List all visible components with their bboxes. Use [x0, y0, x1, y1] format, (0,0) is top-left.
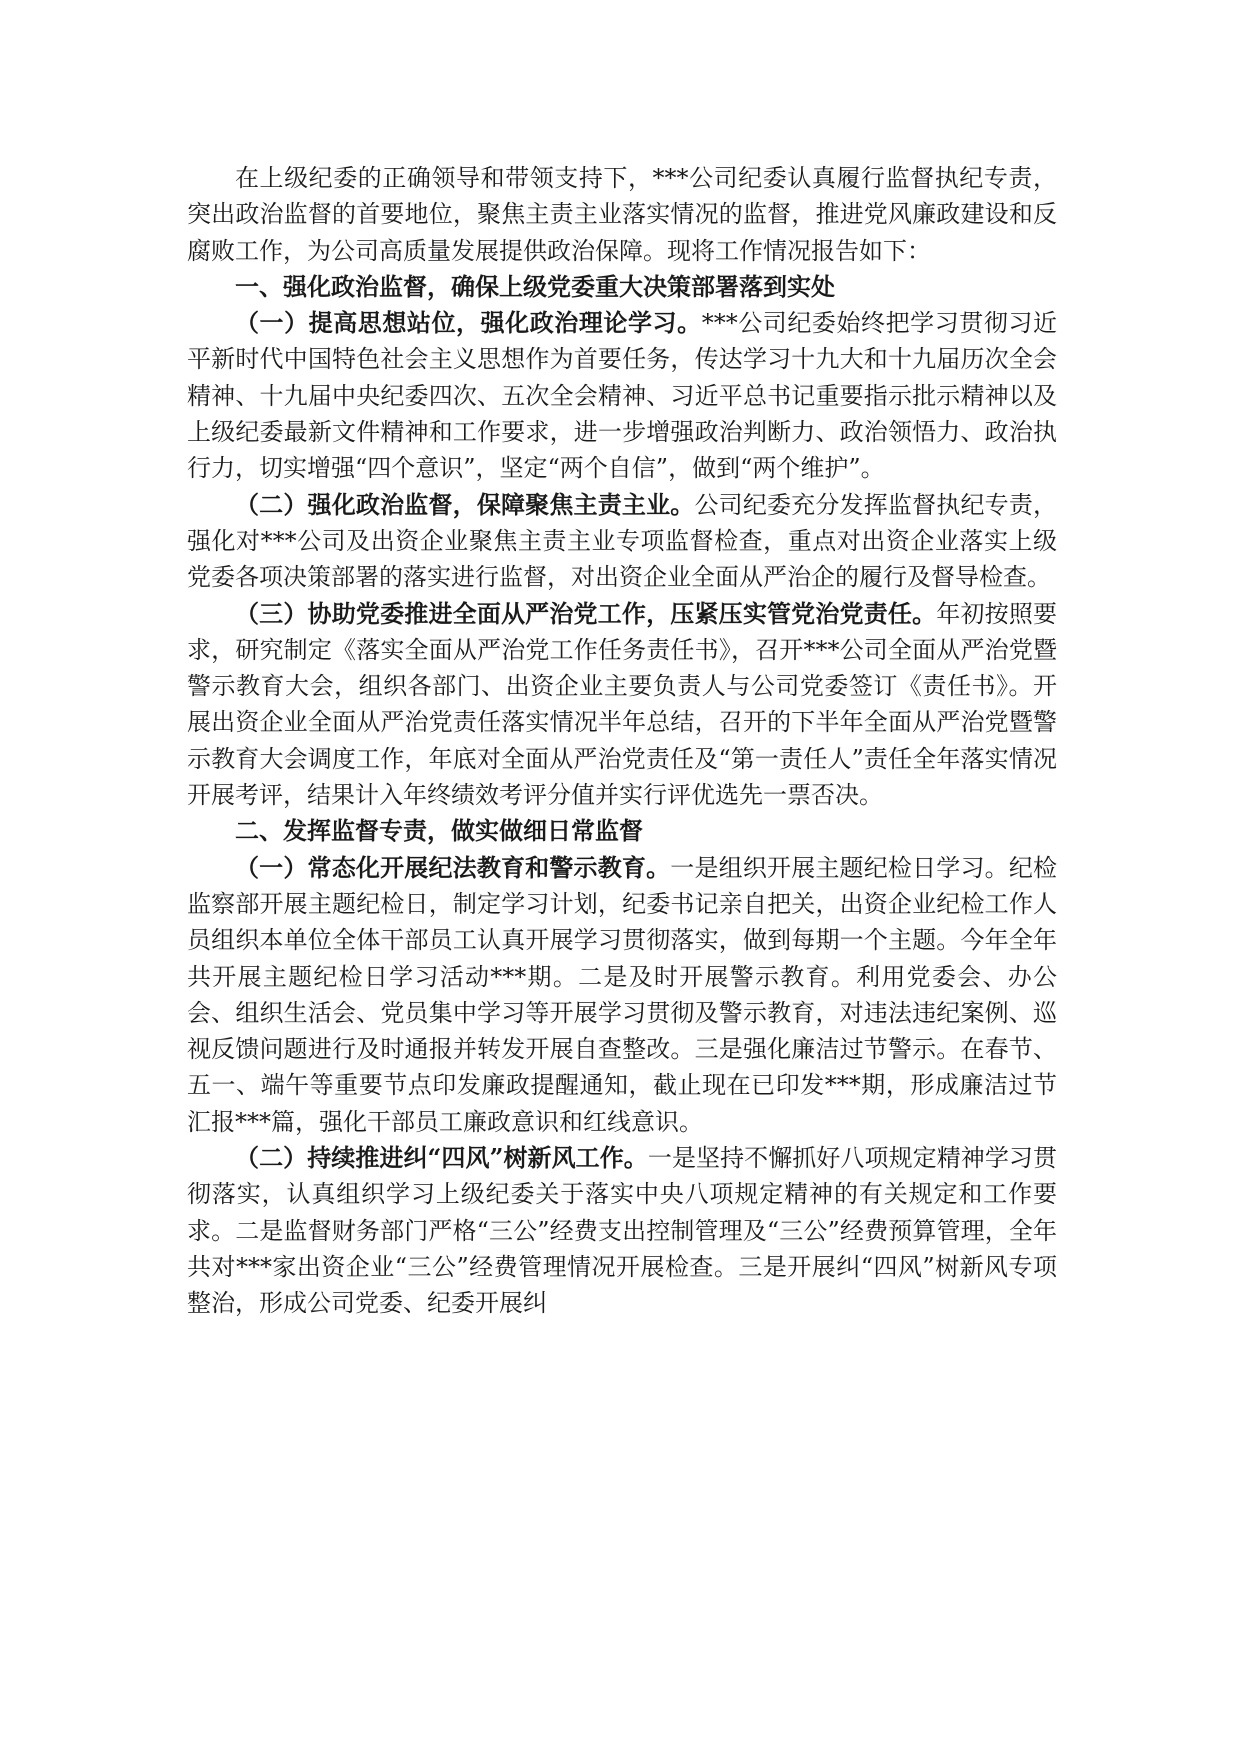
document-body — [187, 160, 1057, 1322]
paragraph-lead: （二）持续推进纠“四风”树新风工作。 — [235, 1143, 648, 1173]
paragraph-lead: （二）强化政治监督，保障聚焦主责主业。 — [235, 489, 695, 519]
paragraph-lead: （一）常态化开展纪法教育和警示教育。 — [235, 852, 671, 882]
section-1-heading: 一、强化政治监督，确保上级党委重大决策部署落到实处 — [235, 271, 835, 301]
paragraph-lead: （一）提高思想站位，强化政治理论学习。 — [235, 308, 702, 338]
paragraph-body: 一是组织开展主题纪检日学习。纪检监察部开展主题纪检日，制定学习计划，纪委书记亲自把关，出资企业纪检工作人员组织本单位全体干部员工认真开展学习贯彻落实，做到每期一个主题。今年全年共开展主题纪检日学习活动***期。二是及时开展警示教育。利用党委会、办公会、组织生活会、党员集中学习等开展学习贯彻及警示教育，对违法违纪案例、巡视反馈问题进行及时通报并转发开展自查整改。三是强化廉洁过节警示。在春节、五一、端午等重要节点印发廉政提醒通知，截止现在已印发***期，形成廉洁过节汇报***篇，强化干部员工廉政意识和红线意识。 — [187, 853, 1058, 1136]
section-1-paragraph-3 — [187, 596, 1057, 814]
section-1-paragraph-1 — [187, 305, 1057, 486]
paragraph-body: 一是坚持不懈抓好八项规定精神学习贯彻落实，认真组织学习上级纪委关于落实中央八项规定精神的有关规定和工作要求。二是监督财务部门严格“三公”经费支出控制管理及“三公”经费预算管理，全年共对***家出资企业“三公”经费管理情况开展检查。三是开展纠“四风”树新风专项整治，形成公司党委、纪委开展纠 — [187, 1144, 1057, 1318]
section-1-paragraph-2 — [187, 487, 1057, 596]
section-2-paragraph-2 — [187, 1140, 1057, 1321]
paragraph-body: 公司纪委充分发挥监督执纪专责，强化对***公司及出资企业聚焦主责主业专项监督检查，重点对出资企业落实上级党委各项决策部署的落实进行监督，对出资企业全面从严治企的履行及督导检查。 — [187, 490, 1057, 592]
paragraph-lead: （三）协助党委推进全面从严治党工作，压紧压实管党治党责任。 — [235, 598, 937, 628]
section-2-paragraph-1 — [187, 850, 1057, 1140]
section-2-heading: 二、发挥监督专责，做实做细日常监督 — [235, 816, 643, 846]
intro-paragraph: 在上级纪委的正确领导和带领支持下，***公司纪委认真履行监督执纪专责，突出政治监督的首要地位，聚焦主责主业落实情况的监督，推进党风廉政建设和反腐败工作，为公司高质量发展提供政治保障。现将工作情况报告如下： — [187, 164, 1057, 265]
paragraph-body: ***公司纪委始终把学习贯彻习近平新时代中国特色社会主义思想作为首要任务，传达学习十九大和十九届历次全会精神、十九届中央纪委四次、五次全会精神、习近平总书记重要指示批示精神以及上级纪委最新文件精神和工作要求，进一步增强政治判断力、政治领悟力、政治执行力，切实增强“四个意识”，坚定“两个自信”，做到“两个维护”。 — [187, 309, 1057, 483]
paragraph-body: 年初按照要求，研究制定《落实全面从严治党工作任务责任书》，召开***公司全面从严治党暨警示教育大会，组织各部门、出资企业主要负责人与公司党委签订《责任书》。开展出资企业全面从严治党责任落实情况半年总结，召开的下半年全面从严治党暨警示教育大会调度工作，年底对全面从严治党责任及“第一责任人”责任全年落实情况开展考评，结果计入年终绩效考评分值并实行评优选先一票否决。 — [187, 599, 1058, 810]
